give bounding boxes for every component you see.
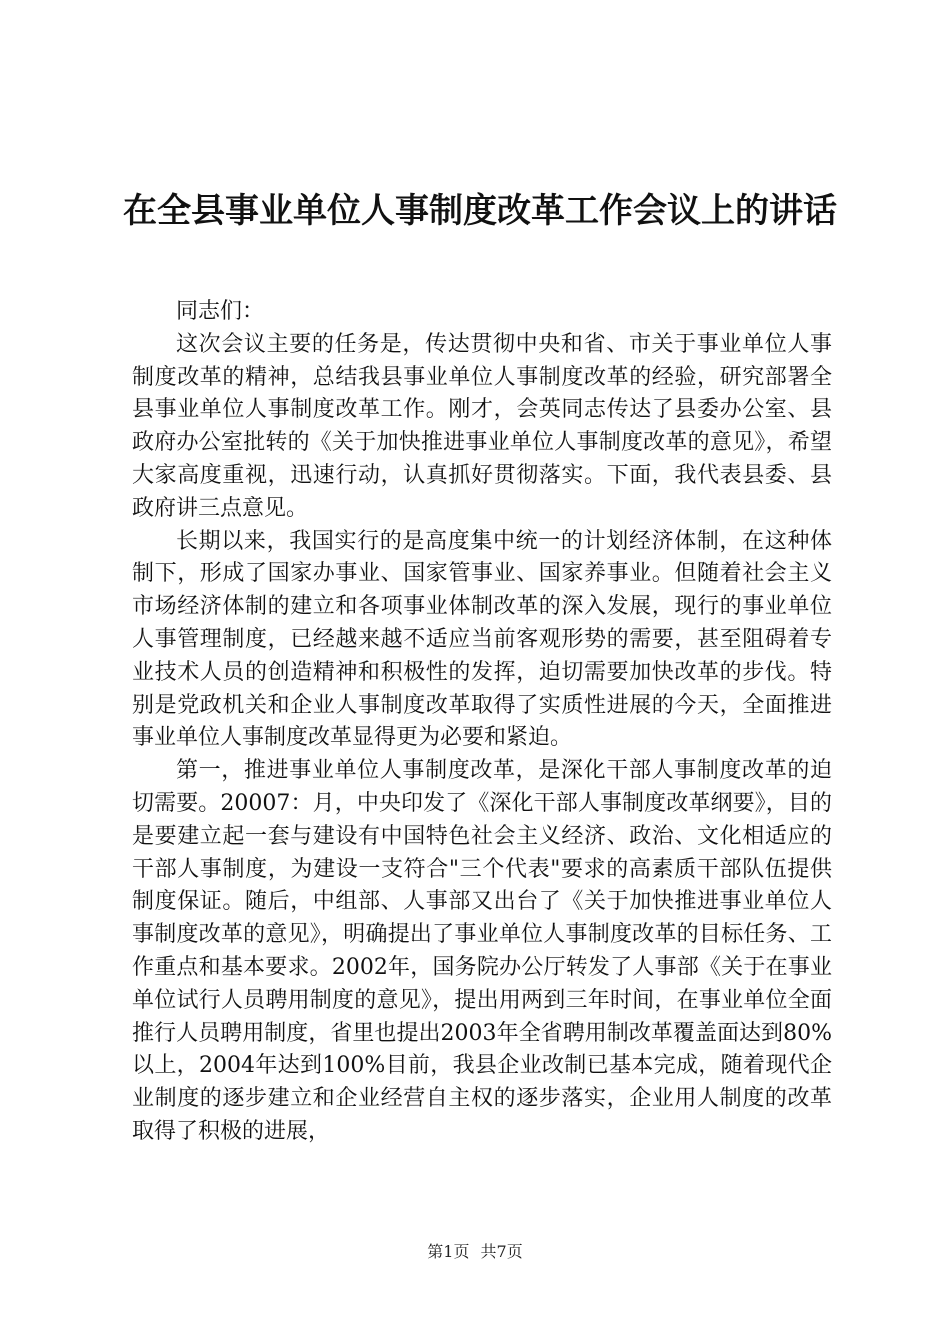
- body-paragraph: 这次会议主要的任务是，传达贯彻中央和省、市关于事业单位人事制度改革的精神，总结我县事业单位人事制度改革的经验，研究部署全县事业单位人事制度改革工作。刚才，会英同志传达了县委办公室、县政府办公室批转的《关于加快推进事业单位人事制度改革的意见》，希望大家高度重视，迅速行动，认真抓好贯彻落实。下面，我代表县委、县政府讲三点意见。: [132, 331, 832, 521]
- body-paragraph: 长期以来，我国实行的是高度集中统一的计划经济体制，在这种体制下，形成了国家办事业、国家管事业、国家养事业。但随着社会主义市场经济体制的建立和各项事业体制改革的深入发展，现行的事业单位人事管理制度，已经越来越不适应当前客观形势的需要，甚至阻碍着专业技术人员的创造精神和积极性的发挥，迫切需要加快改革的步伐。特别是党政机关和企业人事制度改革取得了实质性进展的今天，全面推进事业单位人事制度改革显得更为必要和紧迫。: [132, 528, 832, 751]
- document-body: [132, 296, 832, 1149]
- page-number: 第1页: [427, 1242, 470, 1261]
- salutation-paragraph: 同志们：: [176, 299, 265, 324]
- body-paragraph: 第一，推进事业单位人事制度改革，是深化干部人事制度改革的迫切需要。20007：月，中央印发了《深化干部人事制度改革纲要》，目的是要建立起一套与建设有中国特色社会主义经济、政治、文化相适应的干部人事制度，为建设一支符合"三个代表"要求的高素质干部队伍提供制度保证。随后，中组部、人事部又出台了《关于加快推进事业单位人事制度改革的意见》，明确提出了事业单位人事制度改革的目标任务、工作重点和基本要求。2002年，国务院办公厅转发了人事部《关于在事业单位试行人员聘用制度的意见》，提出用两到三年时间，在事业单位全面推行人员聘用制度，省里也提出2003年全省聘用制改革覆盖面达到80%以上，2004年达到100%目前，我县企业改制已基本完成，随着现代企业制度的逐步建立和企业经营自主权的逐步落实，企业用人制度的改革取得了积极的进展，: [132, 758, 832, 1144]
- page-footer: [0, 1242, 950, 1262]
- document-title: 在全县事业单位人事制度改革工作会议上的讲话: [123, 191, 837, 231]
- page-total: 共7页: [480, 1242, 523, 1261]
